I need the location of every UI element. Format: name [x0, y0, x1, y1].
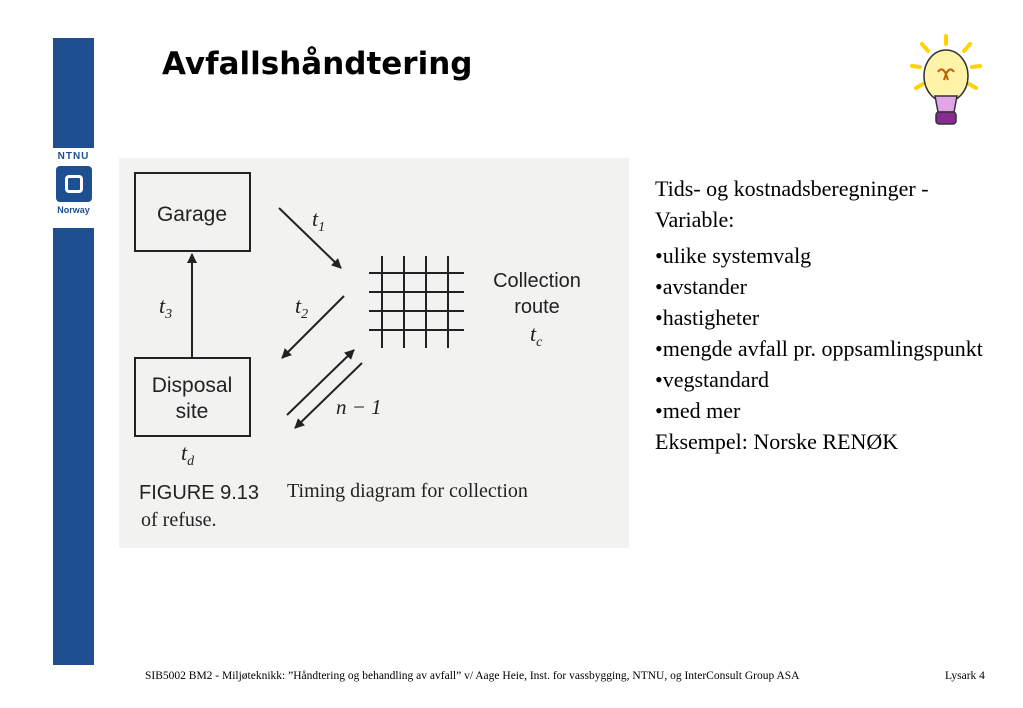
arrow-t1	[279, 208, 341, 268]
footer-text: SIB5002 BM2 - Miljøteknikk: ”Håndtering og behandling av avfall” v/ Aage Heie, Inst. for vassbygging, NTNU, og InterConsult Group ASA	[145, 670, 800, 682]
label-t3: $t_3$	[159, 293, 173, 322]
timing-diagram-figure	[119, 158, 629, 548]
bullet-item: •avstander	[655, 274, 747, 299]
garage-label: Garage	[156, 203, 228, 226]
caption-line2: of refuse.	[141, 509, 217, 531]
disposal-label-1: Disposal	[151, 374, 233, 397]
ntnu-logo-norway: Norway	[57, 205, 90, 215]
ntnu-sidebar-top	[53, 38, 94, 148]
ntnu-logo-text: NTNU	[57, 151, 90, 162]
bullet-item: •vegstandard	[655, 367, 769, 392]
label-t2: $t_2$	[295, 293, 309, 322]
ntnu-sidebar-bottom	[53, 228, 94, 665]
content-text	[655, 173, 995, 457]
page-number: Lysark 4	[945, 670, 985, 682]
label-tc: $t_c$	[530, 321, 543, 350]
label-n-minus-1: n − 1	[336, 395, 382, 419]
label-td: $t_d$	[181, 440, 195, 469]
label-t1: $t_1$	[312, 206, 326, 235]
slide-title: Avfallshåndtering	[162, 46, 473, 82]
bullet-list	[655, 240, 995, 426]
bullet-item: •mengde avfall pr. oppsamlingspunkt	[655, 336, 983, 361]
content-heading: Tids- og kostnadsberegninger - Variable:	[655, 176, 929, 232]
caption-text: Timing diagram for collection	[287, 480, 528, 502]
bullet-item: •hastigheter	[655, 305, 760, 330]
bullet-item: •med mer	[655, 398, 741, 423]
disposal-label-2: site	[175, 400, 209, 423]
bullet-item: •ulike systemvalg	[655, 243, 812, 268]
collection-label-2: route	[514, 296, 560, 318]
arrow-t2	[282, 296, 344, 358]
collection-label-1: Collection	[493, 270, 581, 292]
disposal-site-box	[135, 358, 250, 436]
caption-label: FIGURE 9.13	[139, 482, 260, 504]
ntnu-logo	[50, 151, 97, 227]
ntnu-logo-icon	[56, 166, 92, 202]
collection-grid	[369, 256, 464, 348]
lightbulb-icon	[908, 32, 984, 130]
example-text: Eksempel: Norske RENØK	[655, 429, 899, 454]
